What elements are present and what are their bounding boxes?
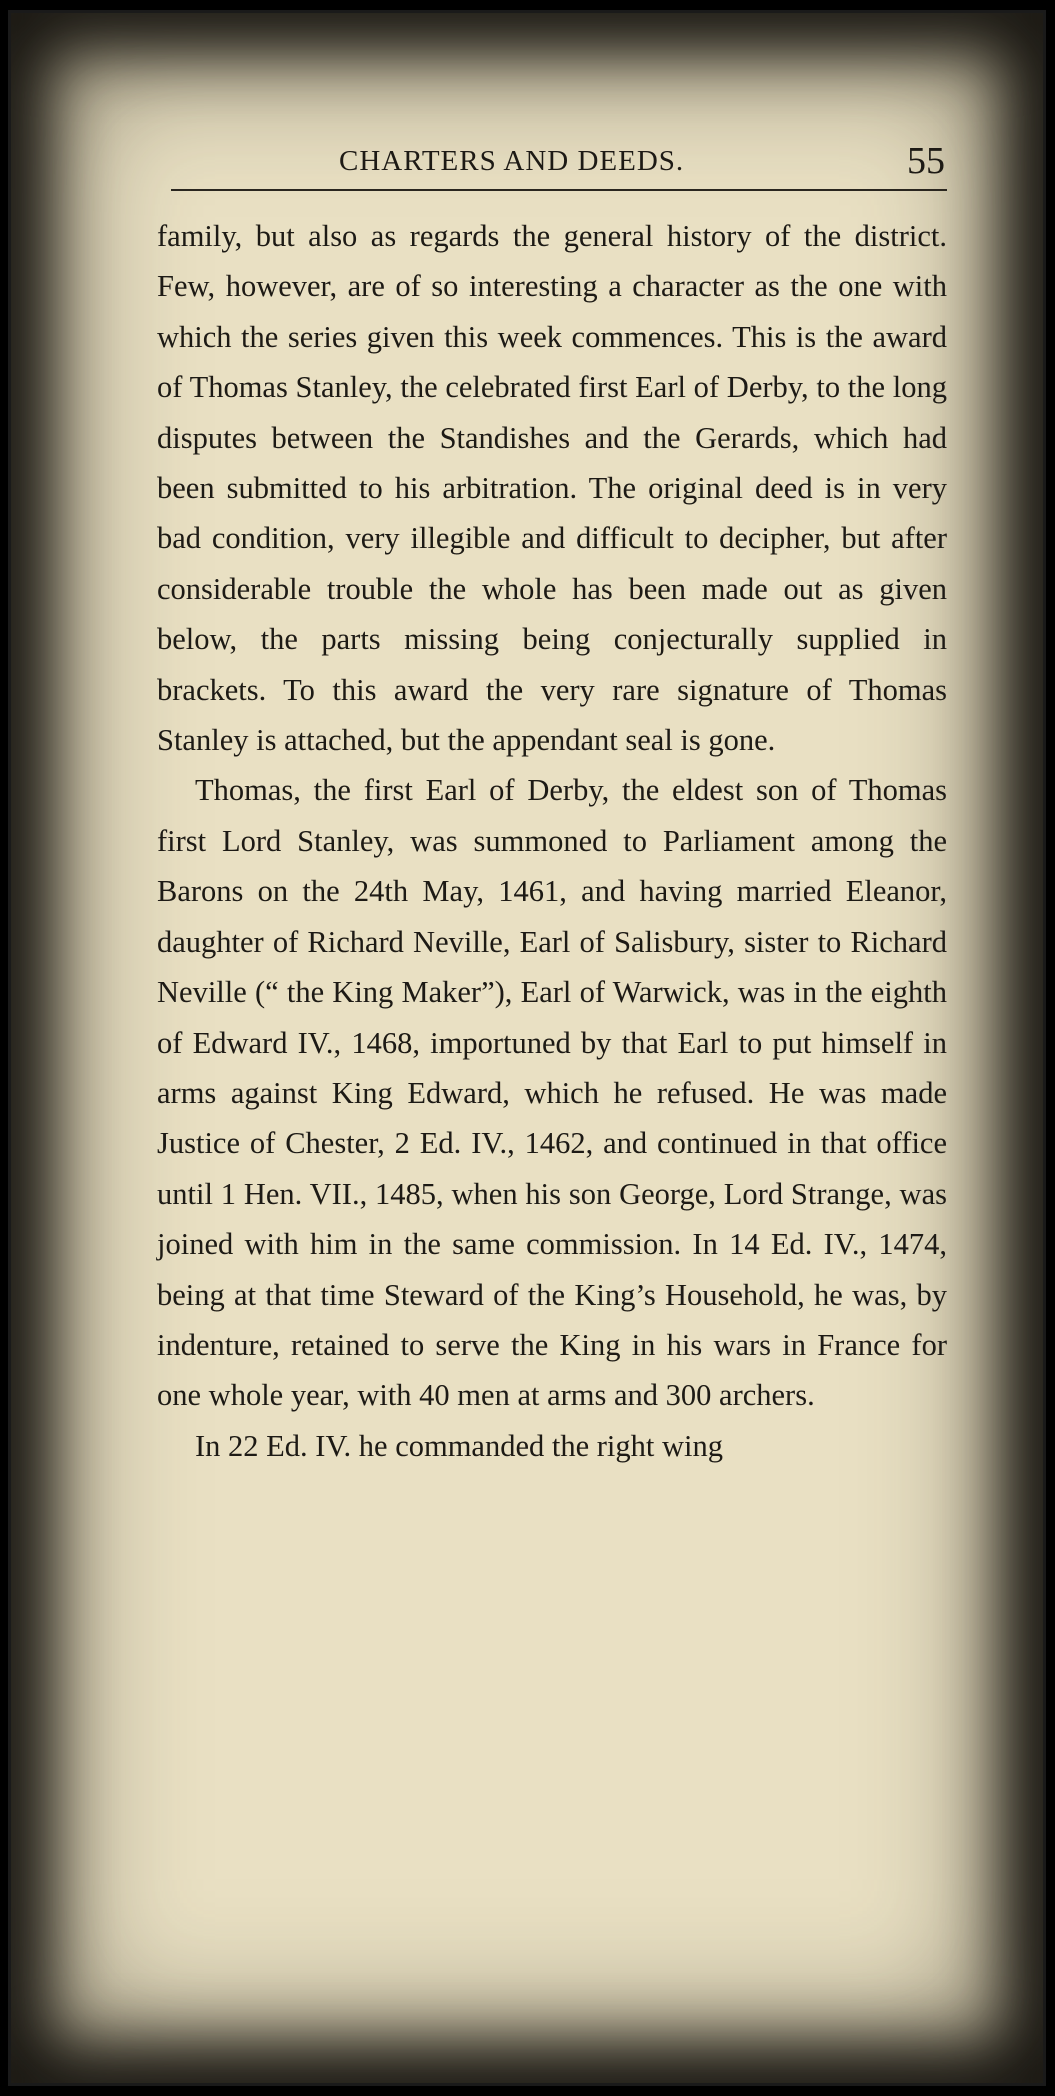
running-head <box>171 139 947 191</box>
running-title: CHARTERS AND DEEDS. <box>339 145 685 177</box>
body-text <box>157 211 947 1471</box>
paragraph-3: In 22 Ed. IV. he commanded the right wing <box>195 1428 724 1463</box>
book-page <box>157 139 947 1471</box>
page-frame <box>8 10 1046 2086</box>
paragraph-2: Thomas, the first Earl of Derby, the eldest son of Thomas first Lord Stanley, was summoned to Parliament among the Barons on the 24th May, 1461, and having married Eleanor, daughter of Richard Neville, Earl of Salisbury, sister to Richard Neville (“ the King Maker”), Earl of Warwick, was in the eighth of Edward IV., 1468, importuned by that Earl to put himself in arms against King Edward, which he refused. He was made Justice of Chester, 2 Ed. IV., 1462, and continued in that office until 1 Hen. VII., 1485, when his son George, Lord Strange, was joined with him in the same commission. In 14 Ed. IV., 1474, being at that time Steward of the King’s Household, he was, by indenture, retained to serve the King in his wars in France for one whole year, with 40 men at arms and 300 archers. <box>157 773 947 1413</box>
page-number: 55 <box>907 140 945 182</box>
paragraph-1: family, but also as regards the general history of the district. Few, however, are of so interesting a character as the one with which the series given this week commences. This is the award of Thomas Stanley, the celebrated first Earl of Derby, to the long disputes between the Standishes and the Gerards, which had been submitted to his arbitration. The original deed is in very bad condition, very illegible and difficult to decipher, but after considerable trouble the whole has been made out as given below, the parts missing being conjecturally supplied in brackets. To this award the very rare signature of Thomas Stanley is attached, but the appendant seal is gone. <box>157 219 947 758</box>
